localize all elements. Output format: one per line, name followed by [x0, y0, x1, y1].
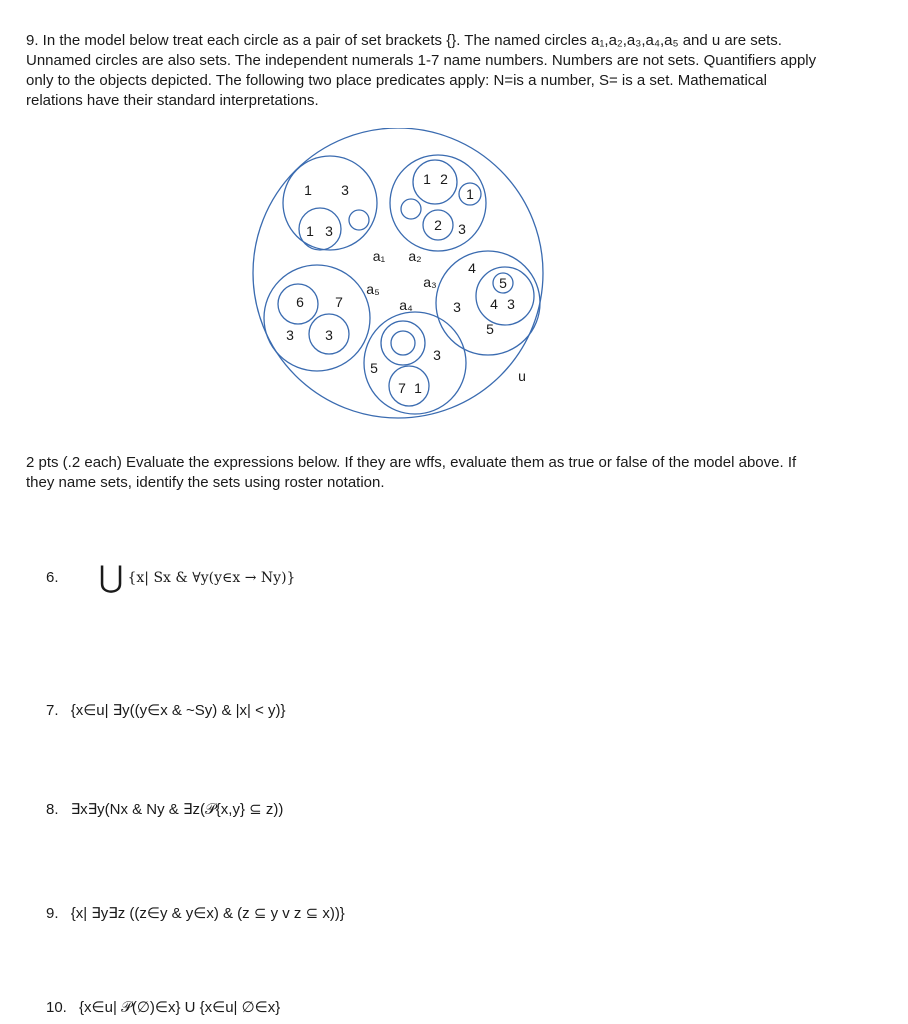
label-a2: a₂	[408, 248, 422, 264]
label-a1: a₁	[372, 248, 386, 264]
numeral: 7	[335, 294, 343, 310]
numeral: 3	[507, 296, 515, 312]
numeral: 5	[486, 321, 494, 337]
numeral: 5	[370, 360, 378, 376]
question-6	[46, 560, 296, 595]
question-expression: ∃x∃y(Nx & Ny & ∃z(𝒫{x,y} ⊆ z))	[70, 801, 284, 818]
circle-a4-mid	[381, 321, 425, 365]
numeral: 1	[414, 380, 422, 396]
circle-a4-empty	[391, 331, 415, 355]
numeral: 3	[453, 299, 461, 315]
question-10	[46, 998, 280, 1018]
numeral: 4	[490, 296, 498, 312]
numeral: 5	[499, 275, 507, 291]
circle-a2-empty	[401, 199, 421, 219]
question-expression: {x| ∃y∃z ((z∈y & y∈x) & (z ⊆ y v z ⊆ x))}	[70, 905, 345, 922]
question-number: 10.	[46, 999, 67, 1016]
numeral: 3	[341, 182, 349, 198]
numeral: 7	[398, 380, 406, 396]
question-number: 9.	[46, 905, 59, 922]
question-8	[46, 800, 283, 820]
label-a4: a₄	[399, 297, 413, 313]
label-a3: a₃	[423, 274, 437, 290]
numeral: 3	[325, 223, 333, 239]
instructions-paragraph: 2 pts (.2 each) Evaluate the expressions below. If they are wffs, evaluate them as true or false of the model above. If they name sets, identify the sets using roster notation.	[26, 454, 797, 491]
question-number: 8.	[46, 801, 59, 818]
numeral: 3	[286, 327, 294, 343]
circle-a4-inner	[389, 366, 429, 406]
numeral: 4	[468, 260, 476, 276]
question-number: 7.	[46, 702, 59, 719]
question-expression: {x| Sx & ∀y(y∈x → Ny)}	[127, 570, 296, 586]
numeral: 2	[440, 171, 448, 187]
question-number: 6.	[46, 569, 59, 586]
numeral: 6	[296, 294, 304, 310]
circle-a1-empty	[349, 210, 369, 230]
circle-a2	[390, 155, 486, 251]
question-7	[46, 701, 286, 721]
numeral: 1	[423, 171, 431, 187]
circle-a3	[436, 251, 540, 355]
label-u: u	[518, 368, 526, 384]
circle-a4	[364, 312, 466, 414]
question-expression: {x∈u| ∃y((y∈x & ~Sy) & |x| < y)}	[70, 702, 286, 719]
numeral: 1	[304, 182, 312, 198]
numeral: 3	[458, 221, 466, 237]
big-union-symbol: ⋃	[98, 560, 124, 595]
question-expression: {x∈u| 𝒫(∅)∈x} U {x∈u| ∅∈x}	[79, 999, 281, 1016]
numeral: 1	[306, 223, 314, 239]
numeral: 3	[325, 327, 333, 343]
circle-a2-top	[413, 160, 457, 204]
numeral: 1	[466, 186, 474, 202]
intro-paragraph: 9. In the model below treat each circle as a pair of set brackets {}. The named circles a₁,a₂,a₃,a₄,a₅ and u are sets. Unnamed circles are also sets. The independent numerals 1-7 name numbers. Numbers are not sets. Quantifiers apply only to the objects depicted. The following two place predicates apply: N=is a number, S= is a set. Mathematical relations have their standard interpretations.	[26, 32, 817, 109]
set-model-diagram	[250, 128, 550, 428]
numeral: 3	[433, 347, 441, 363]
label-a5: a₅	[366, 281, 380, 297]
numeral: 2	[434, 217, 442, 233]
question-9	[46, 904, 345, 924]
